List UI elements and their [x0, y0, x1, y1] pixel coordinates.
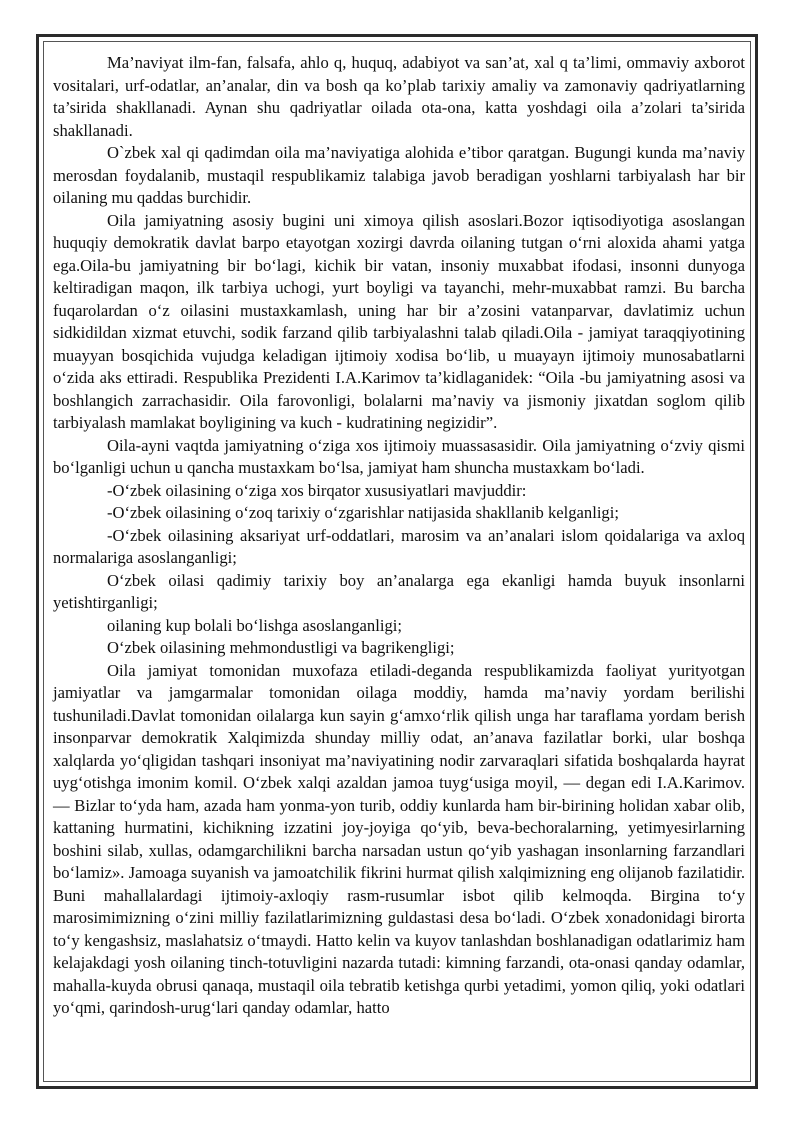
- list-item: oilaning kup bolali bo‘lishga asoslanganligi;: [107, 615, 402, 635]
- document-body: [53, 52, 745, 1020]
- paragraph: Oila jamiyat tomonidan muxofaza etiladi-deganda respublikamizda faoliyat yurityotgan jamiyatlar va jamgarmalar tomonidan oilaga moddiy, hamda ma’naviy yordam berilishi tushuniladi.Davlat tomonidan oilalarga kun sayin g‘amxo‘rlik qilish unga har taraflama yordam berish insonparvar demokratik Xalqimizda shunday milliy odat, an’anava fazilatlar borki, ular boshqa xalqlarda yo‘qligidan tashqari insoniyat ma’naviyatining nodir zarvaraqlari sifatida boshqalarda hayrat uyg‘otishga imonim komil. O‘zbek xalqi azaldan jamoa tuyg‘usiga moyil, — degan edi I.A.Karimov. — Bizlar to‘yda ham, azada ham yonma-yon turib, oddiy kunlarda ham bir-birining holidan xabar olib, kattaning hurmatini, kichikning izzatini joy-joyiga qo‘yib, beva-bechoralarning, yetimyesirlarning boshini silab, xullas, odamgarchilikni barcha narsadan ustun qo‘yib yashagan insonlarning farzandlari bo‘lamiz». Jamoaga suyanish va jamoatchilik fikrini hurmat qilish xalqimizning eng olijanob fazilatidir. Buni mahallalardagi ijtimoiy-axloqiy rasm-rusumlar isbot qilib kelmoqda. Birgina to‘y marosimimizning o‘zini milliy fazilatlarimizning guldastasi desa bo‘ladi. O‘zbek xonadonidagi birorta to‘y kengashsiz, maslahatsiz o‘tmaydi. Hatto kelin va kuyov tanlashdan boshlanadigan odatlarimiz ham kelajakdagi yosh oilaning tinch-totuvligini nazarda tutadi: kimning farzandi, ota-onasi qanday odamlar, mahalla-kuyda obrusi qanaqa, mustaqil oila tebratib ketishga qurbi yetadimi, yomon qiliq, yoki odatlari yo‘qmi, qarindosh-urug‘lari qanday odamlar, hatto: [53, 660, 745, 1017]
- list-item: -O‘zbek oilasining o‘ziga xos birqator xususiyatlari mavjuddir:: [107, 480, 527, 500]
- paragraph: O`zbek xal qi qadimdan oila ma’naviyatiga alohida e’tibor qaratgan. Bugungi kunda ma’naviy merosdan foydalanib, mustaqil respublikamiz talabiga javob beradigan yoshlarni tarbiyalash har bir oilaning mu qaddas burchidir.: [53, 143, 745, 207]
- list-item: O‘zbek oilasining mehmondustligi va bagrikengligi;: [107, 638, 455, 657]
- paragraph: Oila jamiyatning asosiy bugini uni ximoya qilish asoslari.Bozor iqtisodiyotiga asoslangan huquqiy demokratik davlat barpo etayotgan xozirgi davrda oilaning tutgan o‘rni aloxida ahami yatga ega.Oila-bu jamiyatning bir bo‘lagi, kichik bir vatan, insoniy muxabbat ifodasi, insonni dunyoga keltiradigan maqon, ilk tarbiya uchogi, yurt boyligi va tayanchi, mehr-muxabbat ramzi. Bu barcha fuqarolardan o‘z oilasini mustaxkamlash, uning har bir a’zosini vatanparvar, davlatimiz uchun sidkidildan xizmat etuvchi, sodik farzand qilib tarbiyalashni talab qiladi.Oila - jamiyat taraqqiyotining muayyan bosqichida vujudga keladigan ijtimoiy xodisa bo‘lib, u muayayn ijtimoiy munosabatlarni o‘zida aks ettiradi. Respublika Prezidenti I.A.Karimov ta’kidlaganidek: “Oila -bu jamiyatning asosi va boshlangich zarrachasidir. Oila farovonligi, bolalarni ma’naviy va jismoniy jixatdan soglom qilib tarbiyalash mamlakat boyligining va kuch - kudratining negizidir”.: [53, 210, 745, 432]
- list-item: O‘zbek oilasi qadimiy tarixiy boy an’analarga ega ekanligi hamda buyuk insonlarni yetishtirganligi;: [53, 570, 745, 612]
- paragraph: Oila-ayni vaqtda jamiyatning o‘ziga xos ijtimoiy muassasasidir. Oila jamiyatning o‘zviy qismi bo‘lganligi uchun u qancha mustaxkam bo‘lsa, jamiyat ham shuncha mustaxkam bo‘ladi.: [53, 435, 745, 477]
- list-item: -O‘zbek oilasining o‘zoq tarixiy o‘zgarishlar natijasida shakllanib kelganligi;: [107, 503, 619, 522]
- list-item: -O‘zbek oilasining aksariyat urf-oddatlari, marosim va an’analari islom qoidalariga va axloq normalariga asoslanganligi;: [53, 525, 745, 567]
- paragraph: Ma’naviyat ilm-fan, falsafa, ahlo q, huquq, adabiyot va san’at, xal q ta’limi, ommaviy axborot vositalari, urf-odatlar, an’analar, din va bosh qa ko’plab tarixiy amaliy va zamonaviy qadriyatlarning ta’sirida shakllanadi. Aynan shu qadriyatlar oilada ota-ona, katta yoshdagi oila a’zolari ta’sirida shakllanadi.: [53, 53, 745, 140]
